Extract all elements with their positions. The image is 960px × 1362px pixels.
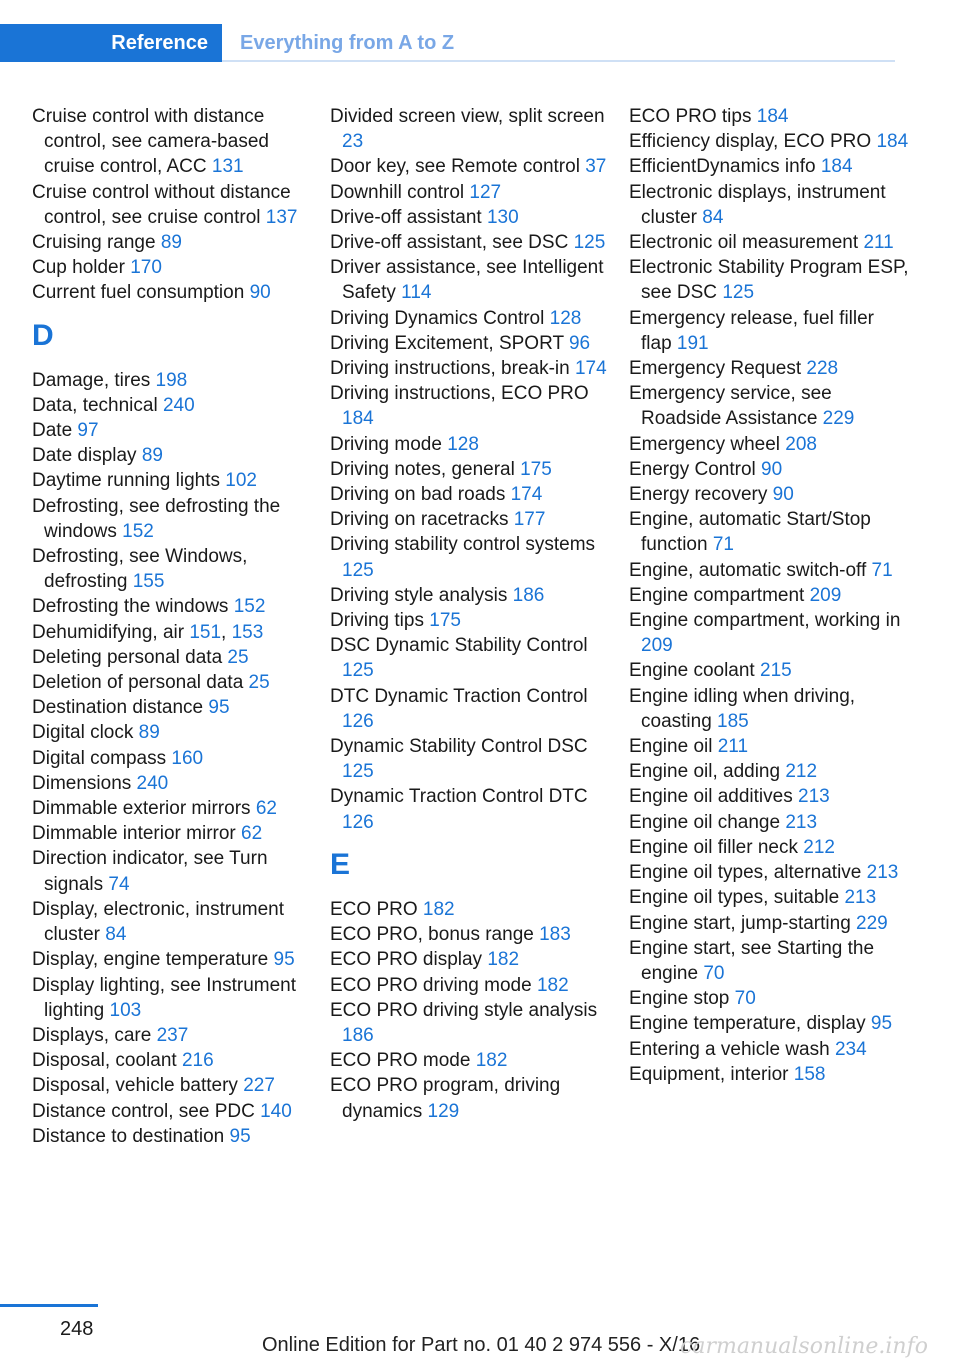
page-link[interactable]: 191 xyxy=(676,332,709,354)
index-entry-text: Drive-off assistant xyxy=(330,206,487,228)
index-entry-text: Engine start, see Starting the engine xyxy=(629,937,875,984)
page-link[interactable]: 97 xyxy=(77,420,99,442)
index-entry xyxy=(629,936,909,986)
index-entry-text: Driving style analysis xyxy=(330,584,513,606)
index-entry xyxy=(330,507,610,532)
page-link[interactable]: 95 xyxy=(229,1125,251,1147)
index-entry-text: Cruise control with distance control, see camera-based cruise control, ACC xyxy=(32,106,269,178)
page-link[interactable]: 131 xyxy=(211,156,244,178)
page-link[interactable]: 129 xyxy=(427,1100,460,1122)
index-entry-text: Electronic Stability Program ESP, see DSC xyxy=(629,257,909,304)
footer-rule xyxy=(0,1304,98,1307)
index-entry-text: Date xyxy=(32,420,78,442)
index-entry xyxy=(32,947,322,972)
index-entry-text: Engine start, jump-starting xyxy=(629,912,857,934)
index-letter-heading: D xyxy=(32,318,54,352)
index-column-3 xyxy=(629,104,909,1087)
page-link[interactable]: 177 xyxy=(513,509,546,531)
index-entry-text: Display, electronic, instrument cluster xyxy=(32,898,285,946)
page-link[interactable]: 128 xyxy=(447,433,479,455)
index-entry xyxy=(330,180,610,205)
index-entry-text: Driving instructions, break-in xyxy=(330,358,575,380)
page-link[interactable]: 175 xyxy=(520,458,552,480)
index-entry xyxy=(330,532,610,582)
page-link[interactable]: 160 xyxy=(171,747,204,769)
page-link[interactable]: 175 xyxy=(429,610,461,632)
page-link[interactable]: 216 xyxy=(181,1050,214,1072)
page-link[interactable]: 103 xyxy=(109,999,142,1021)
index-entry-text: Driving stability control systems xyxy=(330,534,596,556)
page-link[interactable]: 174 xyxy=(510,484,543,506)
index-entry xyxy=(330,255,610,305)
index-entry xyxy=(330,608,610,633)
index-entry-text: Electronic displays, instrument cluster xyxy=(629,181,886,228)
page-link[interactable]: 71 xyxy=(712,534,734,556)
page-link[interactable]: 212 xyxy=(785,761,818,783)
index-entry xyxy=(629,658,909,683)
index-entry xyxy=(330,482,610,507)
index-entry-text: DSC Dynamic Stability Control xyxy=(330,635,588,657)
index-entry-text: Door key, see Remote control xyxy=(330,156,586,178)
page-link[interactable]: 229 xyxy=(822,408,855,430)
edition-note: Online Edition for Part no. 01 40 2 974 556 - X/16 xyxy=(262,1334,701,1356)
index-entry xyxy=(629,255,909,305)
page-link[interactable]: 25 xyxy=(227,646,249,668)
index-entry-text: Defrosting, see defrosting the windows xyxy=(32,495,281,542)
page-link[interactable]: 126 xyxy=(342,710,374,732)
index-entry-text: Energy Control xyxy=(629,458,762,480)
page-link[interactable]: 125 xyxy=(342,660,374,682)
index-entry-text: Engine coolant xyxy=(629,660,760,682)
index-entry-text: Daytime running lights xyxy=(32,470,226,492)
index-entry xyxy=(330,154,610,179)
page-link[interactable]: 237 xyxy=(156,1024,189,1046)
page-link[interactable]: 182 xyxy=(536,974,569,996)
page-header xyxy=(0,24,895,62)
page-link[interactable]: 184 xyxy=(820,156,853,178)
index-entry xyxy=(32,443,322,468)
page-link[interactable]: 183 xyxy=(539,924,571,946)
page-link[interactable]: 227 xyxy=(243,1075,275,1097)
page-link[interactable]: 211 xyxy=(717,736,749,758)
watermark: carmanualsonline.info xyxy=(680,1334,928,1359)
index-entry-text: Dimmable exterior mirrors xyxy=(32,798,256,820)
index-entry xyxy=(330,583,610,608)
index-entry xyxy=(629,457,909,482)
index-entry-text: Downhill control xyxy=(330,181,470,203)
page-link[interactable]: 84 xyxy=(702,206,724,228)
index-entry xyxy=(330,356,610,381)
index-entry xyxy=(330,784,610,834)
index-entry xyxy=(629,1037,909,1062)
index-entry-text: Dimensions xyxy=(32,772,137,794)
page-link[interactable]: 137 xyxy=(265,206,298,228)
index-entry xyxy=(32,771,322,796)
page-link[interactable]: 234 xyxy=(834,1038,867,1060)
index-entry xyxy=(629,381,909,431)
index-entry-text: Distance control, see PDC xyxy=(32,1100,261,1122)
index-entry xyxy=(629,885,909,910)
page-link[interactable]: 155 xyxy=(132,571,165,593)
index-entry xyxy=(629,482,909,507)
index-entry xyxy=(32,645,322,670)
index-entry xyxy=(32,368,322,393)
index-entry xyxy=(330,104,610,154)
index-entry-text: ECO PRO driving style analysis xyxy=(330,999,598,1021)
index-entry xyxy=(330,922,610,947)
index-entry-text: Engine oil types, suitable xyxy=(629,887,845,909)
index-entry-text: Cup holder xyxy=(32,257,131,279)
index-entry-text: Drive-off assistant, see DSC xyxy=(330,232,574,254)
index-entry-text: Electronic oil measurement xyxy=(629,232,864,254)
index-entry xyxy=(629,104,909,129)
index-entry xyxy=(330,1073,610,1123)
page-link[interactable]: 174 xyxy=(574,358,607,380)
index-entry xyxy=(330,457,610,482)
index-entry xyxy=(32,230,322,255)
index-entry xyxy=(629,432,909,457)
page-link[interactable]: 140 xyxy=(260,1100,292,1122)
page-link[interactable]: 209 xyxy=(641,635,673,657)
index-entry-text: Date display xyxy=(32,445,142,467)
index-column-2 xyxy=(330,104,610,1124)
index-entry xyxy=(629,507,909,557)
page-link[interactable]: 158 xyxy=(793,1063,826,1085)
index-entry xyxy=(330,381,610,431)
page-link[interactable]: 74 xyxy=(108,873,130,895)
index-entry-text: ECO PRO program, driving dynamics xyxy=(330,1075,561,1122)
index-entry xyxy=(629,154,909,179)
page-link[interactable]: 198 xyxy=(155,369,188,391)
index-entry-text: Engine compartment, working in xyxy=(629,610,901,632)
index-entry xyxy=(330,947,610,972)
index-entry xyxy=(629,860,909,885)
index-entry xyxy=(330,684,610,734)
index-entry xyxy=(629,1062,909,1087)
index-entry-text: Engine oil types, alternative xyxy=(629,862,867,884)
index-entry xyxy=(330,306,610,331)
index-entry-text: Engine oil, adding xyxy=(629,761,786,783)
page-link[interactable]: 126 xyxy=(342,811,374,833)
index-entry xyxy=(629,684,909,734)
index-entry-text: Engine, automatic Start/Stop function xyxy=(629,509,871,556)
index-entry-text: ECO PRO, bonus range xyxy=(330,924,540,946)
page-link[interactable]: 152 xyxy=(233,596,266,618)
page-link[interactable]: 128 xyxy=(549,307,582,329)
index-entry-text: Engine temperature, display xyxy=(629,1013,871,1035)
page-link[interactable]: 228 xyxy=(806,358,839,380)
index-entry xyxy=(32,1073,322,1098)
index-entry xyxy=(32,695,322,720)
page-link[interactable]: 37 xyxy=(585,156,607,178)
page-link[interactable]: 95 xyxy=(870,1013,893,1035)
header-rule xyxy=(222,60,895,62)
index-entry-text: ECO PRO display xyxy=(330,949,488,971)
index-entry-text: Data, technical xyxy=(32,394,163,416)
page-link[interactable]: 127 xyxy=(469,181,502,203)
index-entry-text: Displays, care xyxy=(32,1024,157,1046)
index-entry-text: Driving Excitement, SPORT xyxy=(330,332,569,354)
index-entry xyxy=(32,821,322,846)
page-link[interactable]: 240 xyxy=(162,394,195,416)
index-entry xyxy=(32,494,322,544)
index-entry-text: DTC Dynamic Traction Control xyxy=(330,685,588,707)
page-link[interactable]: 89 xyxy=(138,722,160,744)
index-entry-text: Engine oil xyxy=(629,736,718,758)
index-entry xyxy=(32,746,322,771)
index-entry-text: Dynamic Traction Control DTC xyxy=(330,786,588,808)
index-entry xyxy=(32,255,322,280)
page-link[interactable]: 211 xyxy=(863,232,894,254)
index-entry-text: Digital clock xyxy=(32,722,139,744)
page-link[interactable]: 182 xyxy=(487,949,520,971)
index-entry-text: Distance to destination xyxy=(32,1125,230,1147)
index-entry xyxy=(32,280,322,305)
index-entry xyxy=(32,594,322,619)
page-link[interactable]: 213 xyxy=(866,862,899,884)
page-link[interactable]: 125 xyxy=(722,282,755,304)
index-entry xyxy=(32,1023,322,1048)
index-entry-text: Display, engine temperature xyxy=(32,949,274,971)
index-entry-text: Driving tips xyxy=(330,610,430,632)
index-entry xyxy=(32,544,322,594)
index-entry xyxy=(32,796,322,821)
page-link[interactable]: 62 xyxy=(241,823,263,845)
index-entry-text: Dynamic Stability Control DSC xyxy=(330,736,588,758)
index-entry-text: Driver assistance, see Intelligent Safety xyxy=(330,257,604,304)
index-entry xyxy=(629,608,909,658)
page-link[interactable]: 70 xyxy=(734,988,756,1010)
page-link[interactable]: 84 xyxy=(105,924,127,946)
page-link[interactable]: 184 xyxy=(756,106,789,127)
index-entry xyxy=(330,230,610,255)
index-entry xyxy=(32,104,322,180)
page-link[interactable]: 89 xyxy=(141,445,163,467)
index-entry-text: Driving notes, general xyxy=(330,458,521,480)
index-entry-text: Engine, automatic switch-off xyxy=(629,559,872,581)
page-link[interactable]: 215 xyxy=(760,660,792,682)
index-entry-text: Emergency Request xyxy=(629,358,807,380)
index-entry-text: Emergency wheel xyxy=(629,433,786,455)
index-entry xyxy=(32,393,322,418)
index-entry-text: Defrosting the windows xyxy=(32,596,234,618)
index-entry xyxy=(32,973,322,1023)
index-entry xyxy=(330,973,610,998)
index-entry-text: Entering a vehicle wash xyxy=(629,1038,835,1060)
section-tab[interactable]: Reference xyxy=(0,24,222,62)
index-entry-text: Emergency release, fuel filler flap xyxy=(629,307,874,354)
page-link[interactable]: 90 xyxy=(249,282,271,304)
index-entry xyxy=(32,468,322,493)
page-link[interactable]: 213 xyxy=(785,811,818,833)
index-entry-text: Emergency service, see Roadside Assistance xyxy=(629,383,832,430)
index-entry-text: Deleting personal data xyxy=(32,646,228,668)
breadcrumb[interactable]: Everything from A to Z xyxy=(240,32,455,54)
page-link[interactable]: 208 xyxy=(785,433,817,455)
page-link[interactable]: 125 xyxy=(342,761,374,783)
index-entry xyxy=(330,998,610,1048)
index-entry-text: Dimmable interior mirror xyxy=(32,823,242,845)
index-entry xyxy=(629,784,909,809)
index-entry-text: Divided screen view, split screen xyxy=(330,106,605,127)
index-entry-text: EfficientDynamics info xyxy=(629,156,821,178)
page-link[interactable]: 90 xyxy=(761,458,783,480)
index-entry-text: Disposal, coolant xyxy=(32,1050,182,1072)
index-entry xyxy=(629,759,909,784)
page-link[interactable]: 153 xyxy=(231,621,264,643)
page-link[interactable]: 151 xyxy=(189,621,222,643)
index-letter-heading: E xyxy=(330,847,351,881)
page-link[interactable]: 182 xyxy=(422,898,455,920)
index-entry xyxy=(32,670,322,695)
page-link[interactable]: 102 xyxy=(225,470,257,492)
page-link[interactable]: 95 xyxy=(273,949,295,971)
index-entry xyxy=(32,1099,322,1124)
index-entry-text: Driving on bad roads xyxy=(330,484,511,506)
page-link[interactable]: 71 xyxy=(871,559,893,581)
page-link[interactable]: 114 xyxy=(401,282,432,304)
index-entry-text: Engine idling when driving, coasting xyxy=(629,685,856,732)
index-entry-text: Cruising range xyxy=(32,232,161,254)
index-entry xyxy=(32,720,322,745)
index-entry xyxy=(32,1048,322,1073)
index-column-1 xyxy=(32,104,322,1149)
index-entry-text: Energy recovery xyxy=(629,484,773,506)
index-entry xyxy=(32,846,322,896)
index-entry-text: Dehumidifying, air xyxy=(32,621,190,643)
page-link[interactable]: 213 xyxy=(798,786,830,808)
index-entry xyxy=(629,230,909,255)
page-link[interactable]: 23 xyxy=(342,131,364,153)
index-entry xyxy=(32,180,322,230)
page-link[interactable]: 170 xyxy=(130,257,162,279)
index-entry xyxy=(330,633,610,683)
page-link[interactable]: 95 xyxy=(208,697,230,719)
index-entry-text: ECO PRO driving mode xyxy=(330,974,537,996)
page-link[interactable]: 212 xyxy=(803,836,835,858)
index-entry xyxy=(629,558,909,583)
index-entry-text: Deletion of personal data xyxy=(32,672,249,694)
index-entry-text: Defrosting, see Windows, defrosting xyxy=(32,546,248,593)
index-entry xyxy=(629,911,909,936)
index-entry xyxy=(629,356,909,381)
index-entry-text: Equipment, interior xyxy=(629,1063,794,1085)
page-link[interactable]: 213 xyxy=(844,887,877,909)
page-link[interactable]: 90 xyxy=(772,484,794,506)
index-entry-text: Driving Dynamics Control xyxy=(330,307,550,329)
index-entry-text: Digital compass xyxy=(32,747,172,769)
index-entry-text: ECO PRO xyxy=(330,898,423,920)
index-entry-text: Display lighting, see Instrument lighting xyxy=(32,974,297,1021)
index-entry-text: Damage, tires xyxy=(32,369,156,391)
page-link[interactable]: 125 xyxy=(573,232,606,254)
page-link[interactable]: 182 xyxy=(475,1050,508,1072)
index-entry-text: Direction indicator, see Turn signals xyxy=(32,848,268,895)
page-link[interactable]: 240 xyxy=(136,772,169,794)
index-entry xyxy=(330,432,610,457)
page-link[interactable]: 96 xyxy=(568,332,591,354)
index-entry xyxy=(629,180,909,230)
index-entry xyxy=(330,205,610,230)
page-link[interactable]: 184 xyxy=(876,131,909,153)
index-entry xyxy=(629,810,909,835)
page-link[interactable]: 25 xyxy=(248,672,270,694)
index-entry xyxy=(32,897,322,947)
index-entry xyxy=(629,306,909,356)
page-link[interactable]: 89 xyxy=(160,232,182,254)
index-entry-text: Engine compartment xyxy=(629,584,810,606)
index-entry-text: Driving mode xyxy=(330,433,448,455)
index-entry xyxy=(32,418,322,443)
page-link[interactable]: 229 xyxy=(856,912,888,934)
page-link[interactable]: 62 xyxy=(255,798,277,820)
index-entry xyxy=(629,1011,909,1036)
page-link[interactable]: 186 xyxy=(342,1024,374,1046)
index-entry-text: Cruise control without distance control, see cruise control xyxy=(32,181,291,228)
index-entry-text: Driving on racetracks xyxy=(330,509,514,531)
index-entry-text: Current fuel consumption xyxy=(32,282,250,304)
index-entry xyxy=(330,897,610,922)
page-link[interactable]: 186 xyxy=(512,584,545,606)
index-entry xyxy=(32,1124,322,1149)
index-entry xyxy=(330,331,610,356)
index-entry xyxy=(629,986,909,1011)
index-entry xyxy=(330,734,610,784)
index-entry xyxy=(330,1048,610,1073)
page-link[interactable]: 184 xyxy=(342,408,374,430)
page-link[interactable]: 130 xyxy=(486,206,519,228)
page-link[interactable]: 152 xyxy=(122,520,154,542)
page-link[interactable]: 70 xyxy=(703,962,725,984)
page-number: 248 xyxy=(60,1318,94,1340)
index-entry-text: Engine oil change xyxy=(629,811,786,833)
index-entry-text: ECO PRO mode xyxy=(330,1050,476,1072)
index-entry-text: Destination distance xyxy=(32,697,209,719)
index-entry xyxy=(629,129,909,154)
index-entry-text: ECO PRO tips xyxy=(629,106,757,127)
index-entry-text: Disposal, vehicle battery xyxy=(32,1075,244,1097)
index-entry: Dehumidifying, air 151, 153 xyxy=(32,621,264,643)
index-entry-text: Engine stop xyxy=(629,988,735,1010)
index-entry xyxy=(629,835,909,860)
index-entry-text: Efficiency display, ECO PRO xyxy=(629,131,877,153)
index-entry-text: Driving instructions, ECO PRO xyxy=(330,383,589,405)
index-entry-text: Engine oil filler neck xyxy=(629,836,804,858)
index-entry xyxy=(629,583,909,608)
page-link[interactable]: 125 xyxy=(342,559,374,581)
page-link[interactable]: 185 xyxy=(717,710,749,732)
index-entry xyxy=(629,734,909,759)
page-link[interactable]: 209 xyxy=(809,584,842,606)
index-entry-text: Engine oil additives xyxy=(629,786,798,808)
